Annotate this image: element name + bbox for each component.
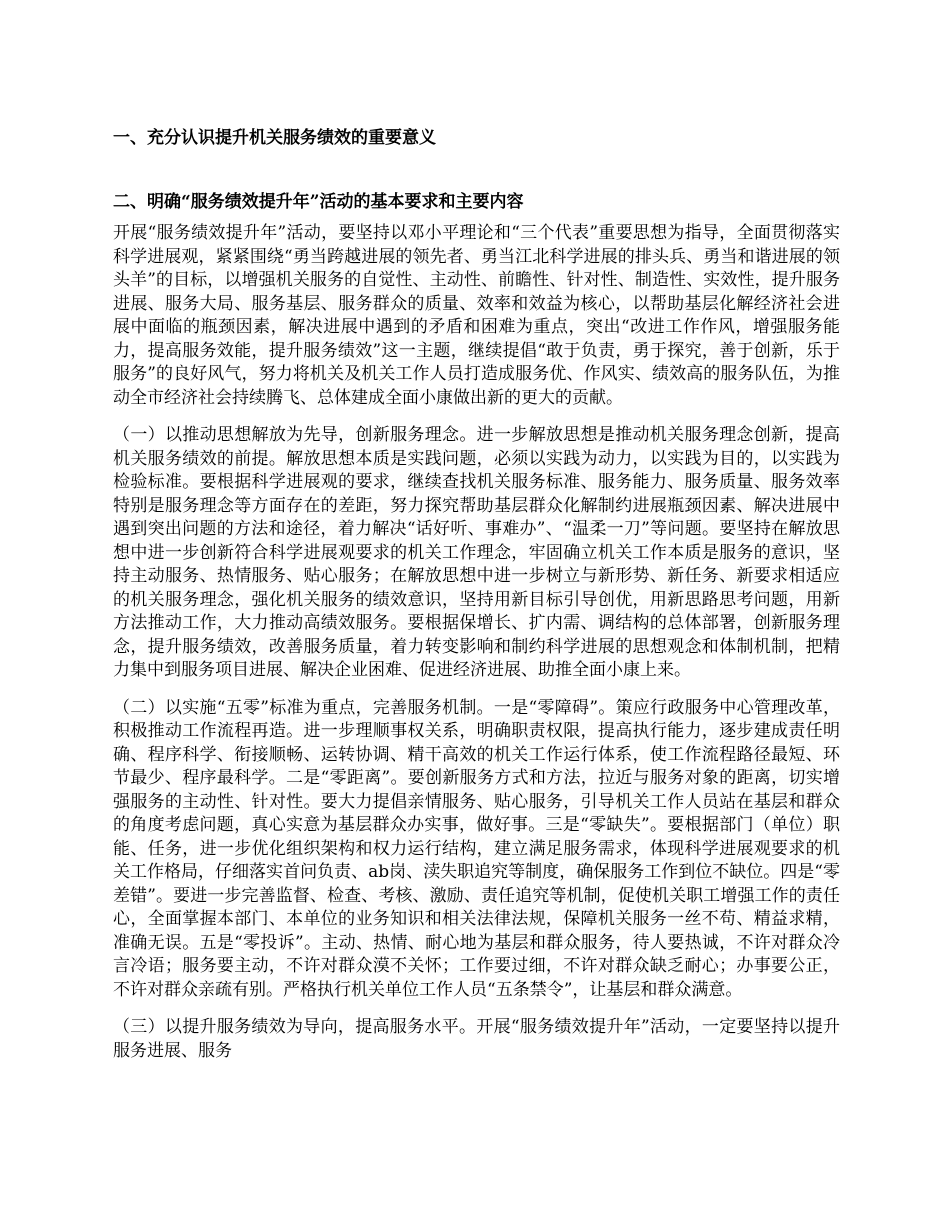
section-heading-1: 一、充分认识提升机关服务绩效的重要意义 bbox=[113, 128, 436, 148]
document-page bbox=[113, 120, 840, 1063]
paragraph-item-1: （一）以推动思想解放为先导，创新服务理念。进一步解放思想是推动机关服务理念创新，提高机关服务绩效的前提。解放思想本质是实践问题，必须以实践为动力，以实践为目的，以实践为检验标准。要根据科学进展观的要求，继续查找机关服务标准、服务能力、服务质量、服务效率特别是服务理念等方面存在的差距，努力探究帮助基层群众化解制约进展瓶颈因素、解决进展中遇到突出问题的方法和途径，着力解决“话好听、事难办”、“温柔一刀”等问题。要坚持在解放思想中进一步创新符合科学进展观要求的机关工作理念，牢固确立机关工作本质是服务的意识，坚持主动服务、热情服务、贴心服务；在解放思想中进一步树立与新形势、新任务、新要求相适应的机关服务理念，强化机关服务的绩效意识，坚持用新目标引导创优，用新思路思考问题，用新方法推动工作，大力推动高绩效服务。要根据保增长、扩内需、调结构的总体部署，创新服务理念，提升服务绩效，改善服务质量，着力转变影响和制约科学进展的思想观念和体制机制，把精力集中到服务项目进展、解决企业困难、促进经济进展、助推全面小康上来。 bbox=[113, 425, 840, 680]
paragraph-item-2: （二）以实施“五零”标准为重点，完善服务机制。一是“零障碍”。策应行政服务中心管理改革，积极推动工作流程再造。进一步理顺事权关系，明确职责权限，提高执行能力，逐步建成责任明确、程序科学、衔接顺畅、运转协调、精干高效的机关工作运行体系，使工作流程路径最短、环节最少、程序最科学。二是“零距离”。要创新服务方式和方法，拉近与服务对象的距离，切实增强服务的主动性、针对性。要大力提倡亲情服务、贴心服务，引导机关工作人员站在基层和群众的角度考虑问题，真心实意为基层群众办实事，做好事。三是“零缺失”。要根据部门（单位）职能、任务，进一步优化组织架构和权力运行结构，建立满足服务需求，体现科学进展观要求的机关工作格局，仔细落实首问负责、ab岗、渎失职追究等制度，确保服务工作到位不缺位。四是“零差错”。要进一步完善监督、检查、考核、激励、责任追究等机制，促使机关职工增强工作的责任心，全面掌握本部门、本单位的业务知识和相关法律法规，保障机关服务一丝不苟、精益求精，准确无误。五是“零投诉”。主动、热情、耐心地为基层和群众服务，待人要热诚，不许对群众冷言冷语；服务要主动，不许对群众漠不关怀；工作要过细，不许对群众缺乏耐心；办事要公正，不许对群众亲疏有别。严格执行机关单位工作人员“五条禁令”，让基层和群众满意。 bbox=[113, 697, 840, 1000]
paragraph-overview: 开展“服务绩效提升年”活动，要坚持以邓小平理论和“三个代表”重要思想为指导，全面贯彻落实科学进展观，紧紧围绕“勇当跨越进展的领先者、勇当江北科学进展的排头兵、勇当和谐进展的领头羊”的目标，以增强机关服务的自觉性、主动性、前瞻性、针对性、制造性、实效性，提升服务进展、服务大局、服务基层、服务群众的质量、效率和效益为核心，以帮助基层化解经济社会进展中面临的瓶颈因素，解决进展中遇到的矛盾和困难为重点，突出“改进工作作风，增强服务能力，提高服务效能，提升服务绩效”这一主题，继续提倡“敢于负责，勇于探究，善于创新，乐于服务”的良好风气，努力将机关及机关工作人员打造成服务优、作风实、绩效高的服务队伍，为推动全市经济社会持续腾飞、总体建成全面小康做出新的更大的贡献。 bbox=[113, 223, 840, 408]
paragraph-item-3: （三）以提升服务绩效为导向，提高服务水平。开展“服务绩效提升年”活动，一定要坚持以提升服务进展、服务 bbox=[113, 1017, 840, 1061]
section-heading-2: 二、明确“服务绩效提升年”活动的基本要求和主要内容 bbox=[113, 192, 524, 212]
